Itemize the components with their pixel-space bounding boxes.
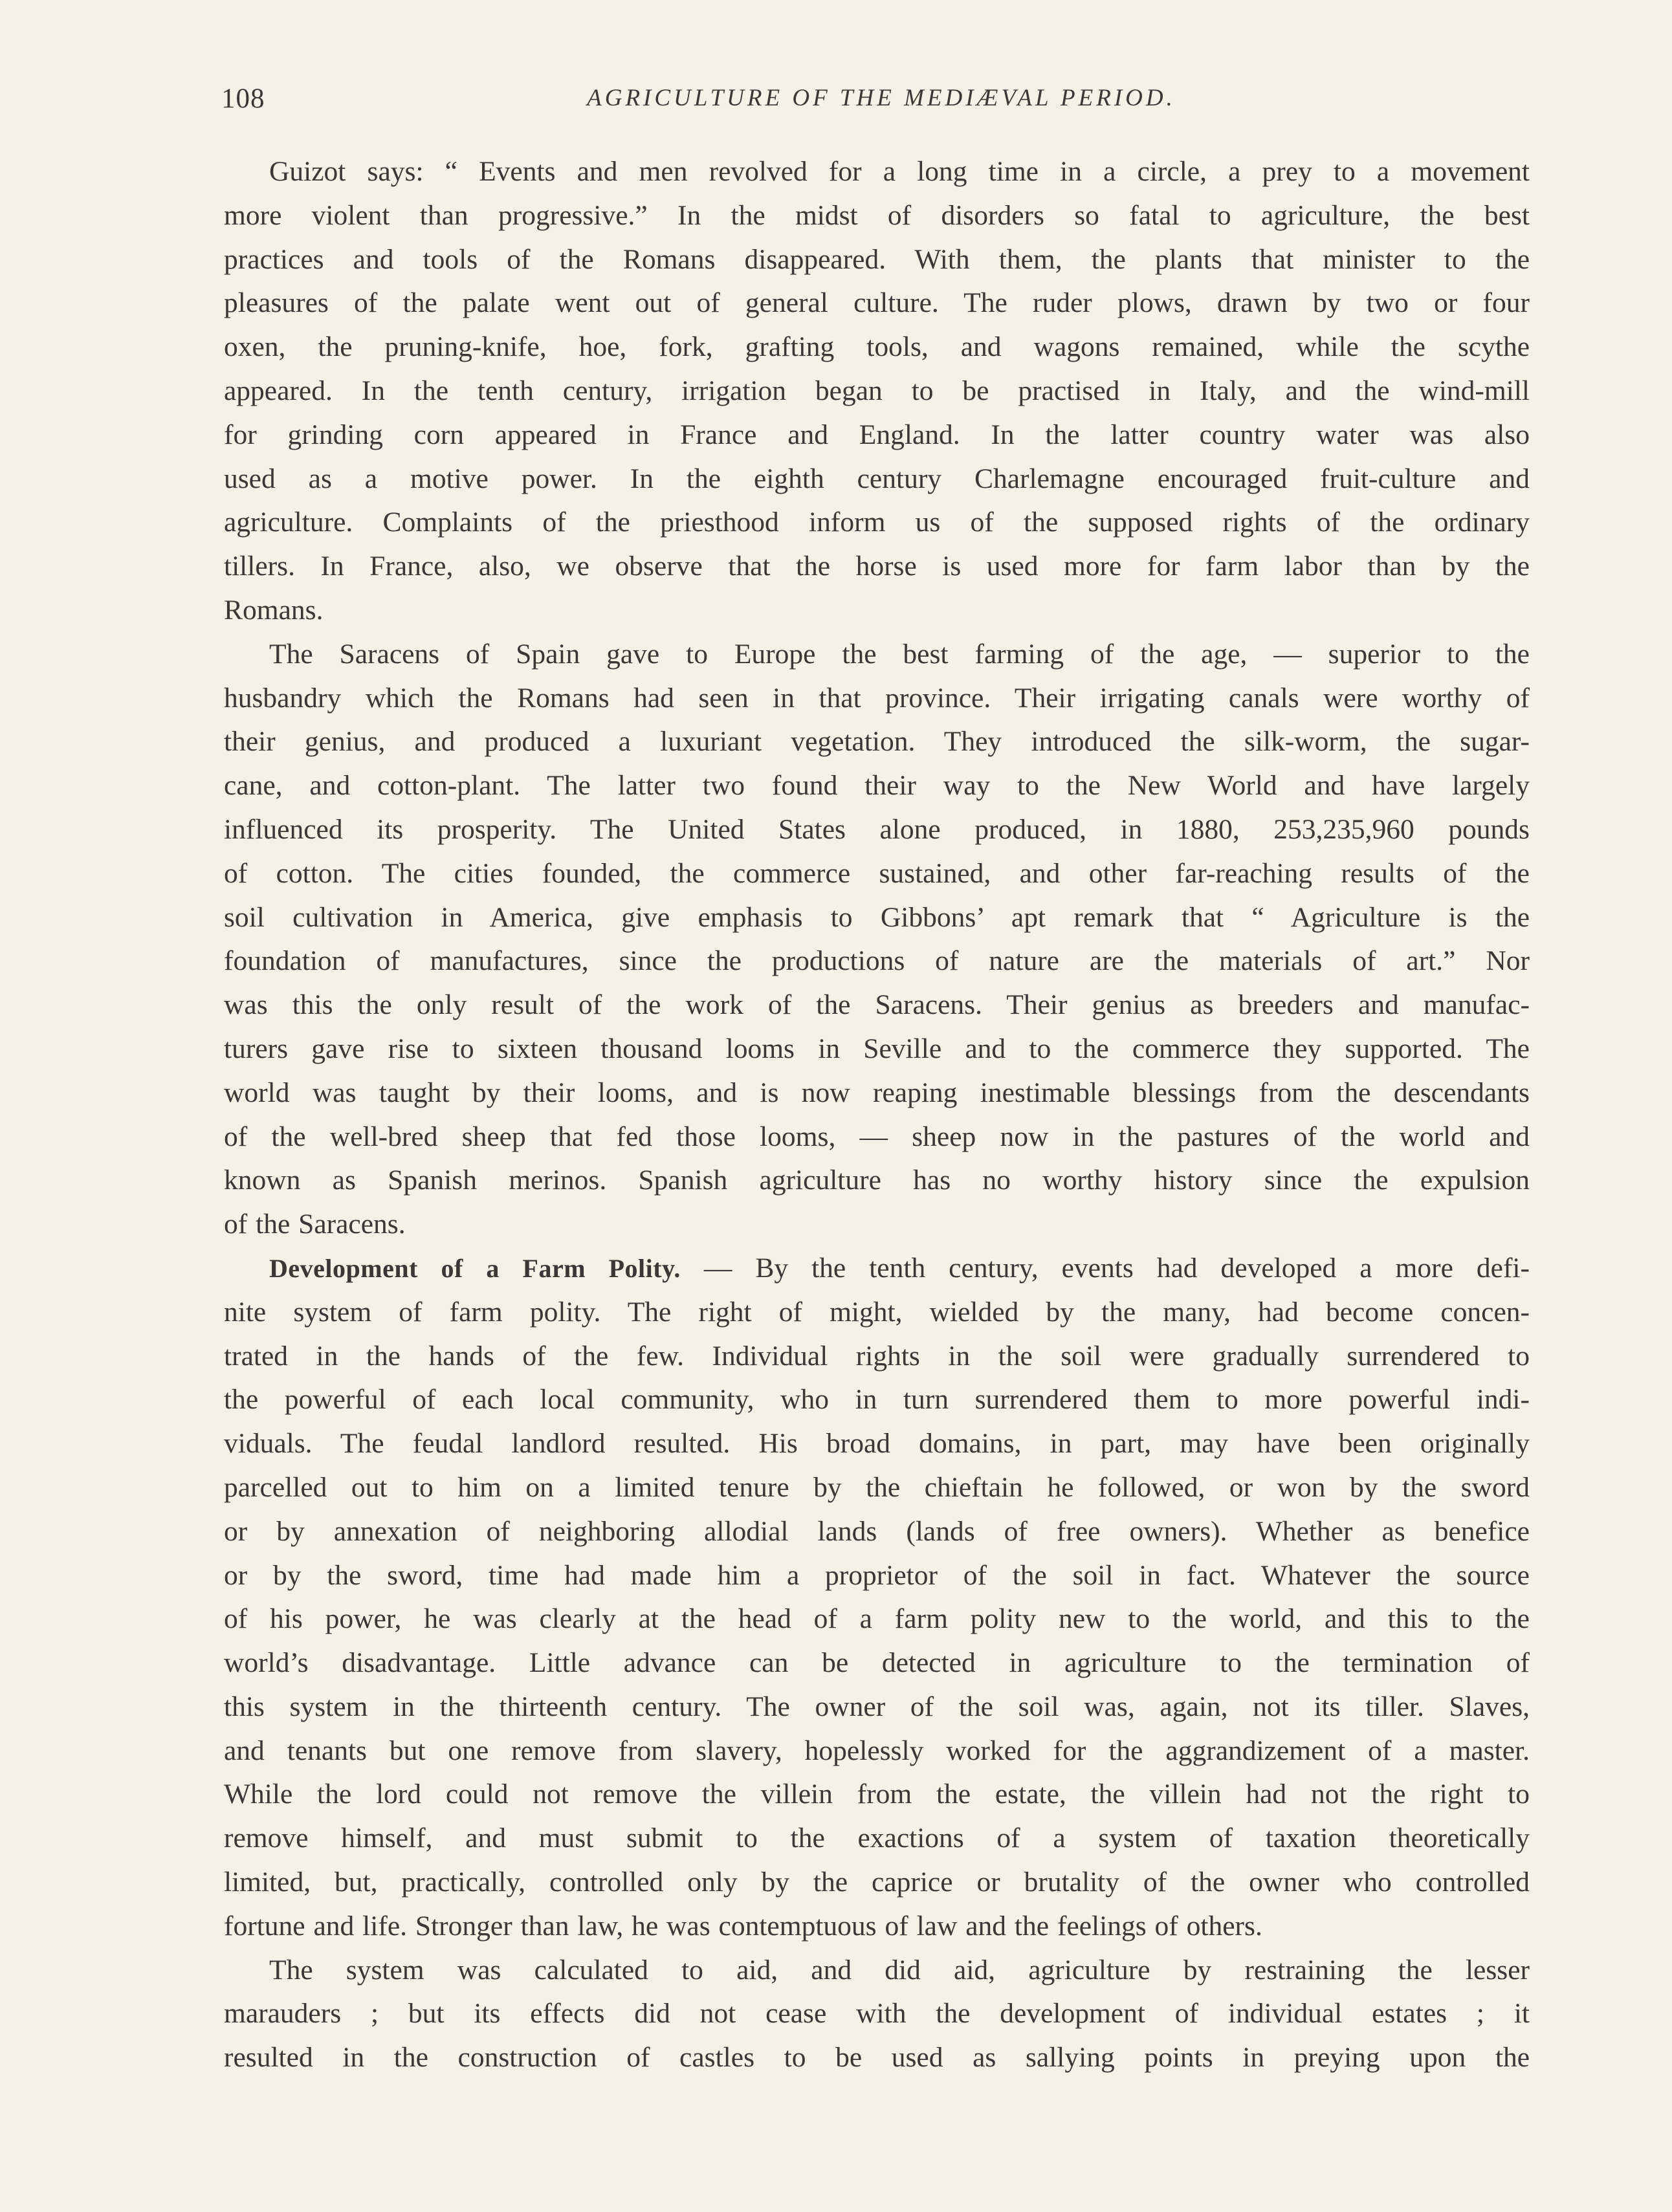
text-line: soil cultivation in America, give emphasis to Gibbons’ apt remark that “ Agriculture is the <box>224 901 1530 933</box>
body-text <box>224 150 1530 2080</box>
page-number: 108 <box>221 83 265 114</box>
heading-continuation: — By the tenth century, events had developed a more defi- <box>680 1252 1530 1284</box>
text-line: used as a motive power. In the eighth century Charlemagne encouraged fruit-culture and <box>224 463 1530 494</box>
paragraph-1 <box>224 150 1530 633</box>
text-line: and tenants but one remove from slavery, hopelessly worked for the aggrandizement of a master. <box>224 1735 1530 1766</box>
text-line: viduals. The feudal landlord resulted. His broad domains, in part, may have been originally <box>224 1428 1530 1460</box>
text-line: Romans. <box>224 594 324 626</box>
text-line: of cotton. The cities founded, the commerce sustained, and other far-reaching results of the <box>224 857 1530 889</box>
running-head <box>221 83 1528 122</box>
text-line: Guizot says: “ Events and men revolved for a long time in a circle, a prey to a movement <box>269 156 1530 187</box>
text-line: parcelled out to him on a limited tenure by the chieftain he followed, or won by the sword <box>224 1471 1530 1503</box>
paragraph-4 <box>224 1949 1530 2080</box>
text-line: remove himself, and must submit to the exactions of a system of taxation theoretically <box>224 1823 1530 1854</box>
section-heading: Development of a Farm Polity. <box>269 1253 681 1283</box>
text-line: the powerful of each local community, who in turn surrendered them to more powerful indi- <box>224 1384 1530 1416</box>
text-line: or by the sword, time had made him a proprietor of the soil in fact. Whatever the source <box>224 1559 1530 1591</box>
text-line: husbandry which the Romans had seen in that province. Their irrigating canals were worthy of <box>224 682 1530 714</box>
text-line: While the lord could not remove the villein from the estate, the villein had not the right to <box>224 1779 1530 1810</box>
text-line: was this the only result of the work of the Saracens. Their genius as breeders and manufac- <box>224 989 1530 1021</box>
text-line: of his power, he was clearly at the head of a farm polity new to the world, and this to the <box>224 1603 1530 1635</box>
text-line: limited, but, practically, controlled only by the caprice or brutality of the owner who controlled <box>224 1867 1530 1898</box>
text-line: influenced its prosperity. The United States alone produced, in 1880, 253,235,960 pounds <box>224 813 1530 845</box>
text-line: nite system of farm polity. The right of might, wielded by the many, had become concen- <box>224 1296 1530 1328</box>
text-line: practices and tools of the Romans disappeared. With them, the plants that minister to the <box>224 243 1530 275</box>
text-line: for grinding corn appeared in France and England. In the latter country water was also <box>224 419 1530 450</box>
text-line: marauders ; but its effects did not cease with the development of individual estates ; it <box>224 1998 1530 2030</box>
text-line: The system was calculated to aid, and did aid, agriculture by restraining the lesser <box>269 1954 1530 1986</box>
running-title: AGRICULTURE OF THE MEDIÆVAL PERIOD. <box>587 85 1176 111</box>
text-line: more violent than progressive.” In the midst of disorders so fatal to agriculture, the best <box>224 199 1530 231</box>
text-line: agriculture. Complaints of the priesthood inform us of the supposed rights of the ordinary <box>224 507 1530 538</box>
text-line: tillers. In France, also, we observe that the horse is used more for farm labor than by the <box>224 551 1530 582</box>
paragraph-3 <box>224 1247 1530 1949</box>
text-line: fortune and life. Stronger than law, he was contemptuous of law and the feelings of others. <box>224 1910 1262 1942</box>
paragraph-2 <box>224 633 1530 1247</box>
text-line: turers gave rise to sixteen thousand looms in Seville and to the commerce they supported. The <box>224 1033 1530 1064</box>
text-line: foundation of manufactures, since the productions of nature are the materials of art.” Nor <box>224 945 1530 977</box>
text-line: or by annexation of neighboring allodial lands (lands of free owners). Whether as benefice <box>224 1515 1530 1547</box>
text-line: world’s disadvantage. Little advance can be detected in agriculture to the termination of <box>224 1647 1530 1679</box>
text-line: pleasures of the palate went out of general culture. The ruder plows, drawn by two or four <box>224 287 1530 319</box>
text-line: resulted in the construction of castles to be used as sallying points in preying upon the <box>224 2042 1530 2074</box>
text-line <box>224 1247 1530 1291</box>
text-line: world was taught by their looms, and is now reaping inestimable blessings from the descendants <box>224 1077 1530 1108</box>
text-line: oxen, the pruning-knife, hoe, fork, grafting tools, and wagons remained, while the scythe <box>224 331 1530 363</box>
text-line: appeared. In the tenth century, irrigation began to be practised in Italy, and the wind-mill <box>224 375 1530 406</box>
text-line: of the Saracens. <box>224 1209 406 1240</box>
text-line: of the well-bred sheep that fed those looms, — sheep now in the pastures of the world and <box>224 1121 1530 1152</box>
text-line: this system in the thirteenth century. The owner of the soil was, again, not its tiller. Slaves, <box>224 1691 1530 1722</box>
text-line: known as Spanish merinos. Spanish agriculture has no worthy history since the expulsion <box>224 1165 1530 1196</box>
text-line: trated in the hands of the few. Individual rights in the soil were gradually surrendered to <box>224 1340 1530 1372</box>
text-line: cane, and cotton-plant. The latter two found their way to the New World and have largely <box>224 770 1530 802</box>
text-line: The Saracens of Spain gave to Europe the best farming of the age, — superior to the <box>269 638 1530 670</box>
text-line: their genius, and produced a luxuriant vegetation. They introduced the silk-worm, the sugar- <box>224 726 1530 758</box>
